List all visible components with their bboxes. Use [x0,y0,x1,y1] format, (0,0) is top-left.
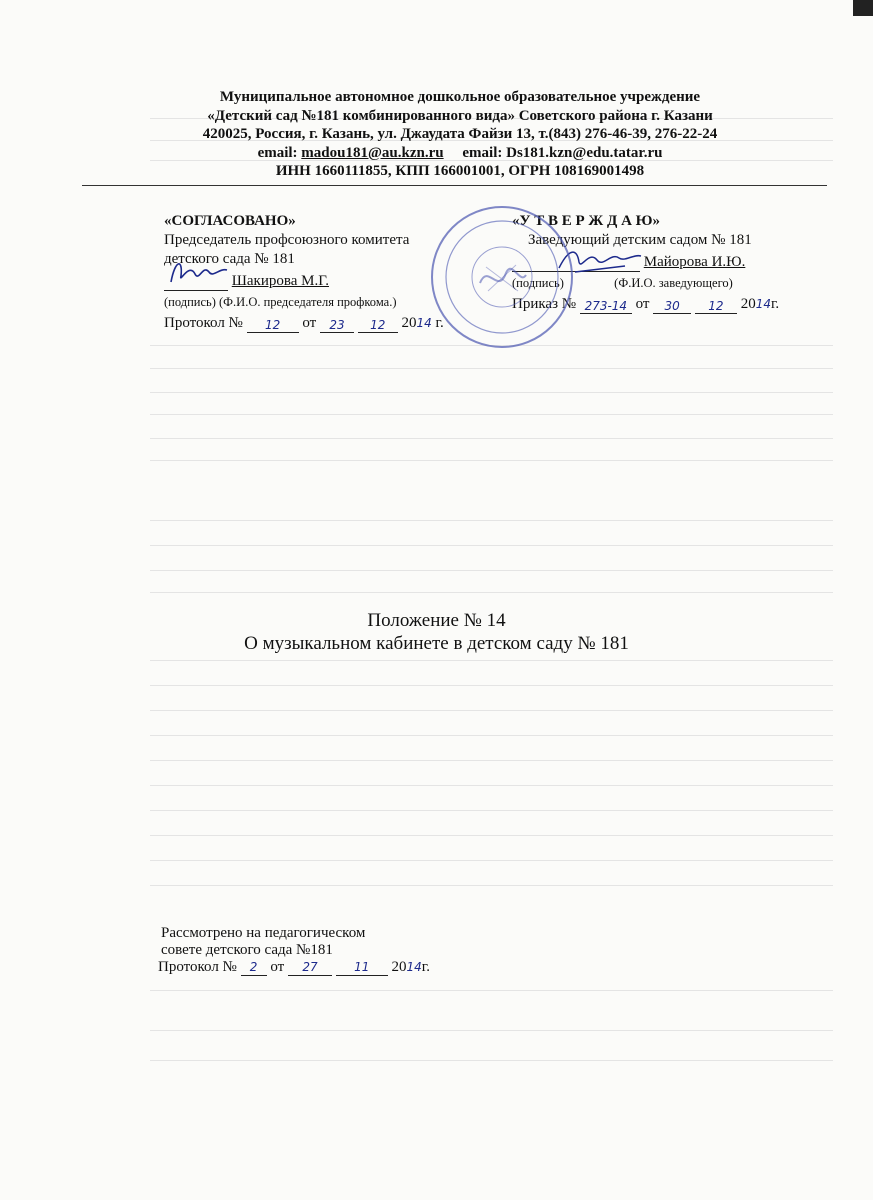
document-number: Положение № 14 [367,610,506,631]
org-header [60,88,860,181]
document-title [0,609,873,655]
approved-order: Приказ № 273-14 от 30 12 2014г. [512,296,780,313]
reviewed-block [158,925,518,976]
approved-role: Заведующий детским садом № 181 [528,232,752,248]
org-requisites: ИНН 1660111855, КПП 166001001, ОГРН 108169001498 [275,163,645,179]
signature-shakirova [165,254,235,290]
agreed-name: Шакирова М.Г. [231,273,329,289]
agreed-caption: (подпись) (Ф.И.О. председателя профкома.) [164,295,397,309]
agreed-role: Председатель профсоюзного комитета [164,232,410,248]
org-name: Муниципальное автономное дошкольное образовательное учреждение [219,89,701,105]
org-full-name: «Детский сад №181 комбинированного вида» Советского района г. Казани [207,107,713,124]
agreed-org: детского сада № 181 [164,251,295,267]
org-address: 420025, Россия, г. Казань, ул. Джаудата Файзи 13, т.(843) 276-46-39, 276-22-24 [202,126,718,142]
stamp-seal-icon [428,203,576,351]
email-link-2[interactable]: Ds181.kzn@edu.tatar.ru [506,144,663,161]
reviewed-line-2: совете детского сада №181 [161,942,333,958]
header-divider [82,185,827,186]
approved-name: Майорова И.Ю. [643,254,746,270]
reviewed-protocol: Протокол № 2 от 27 11 2014г. [158,959,430,975]
approved-heading: «У Т В Е Р Ж Д А Ю» [512,213,661,229]
approved-caption: (подпись) (Ф.И.О. заведующего) [512,276,733,290]
org-emails: email: madou181@au.kzn.ru email: Ds181.kzn@edu.tatar.ru [257,144,663,161]
email-link-1[interactable]: madou181@au.kzn.ru [301,144,444,161]
document-subject: О музыкальном кабинете в детском саду № 181 [244,633,629,654]
reviewed-line-1: Рассмотрено на педагогическом [161,925,366,941]
agreed-protocol: Протокол № 12 от 23 12 2014 г. [164,315,444,332]
scan-corner-mark [853,0,873,16]
agreed-heading: «СОГЛАСОВАНО» [164,213,296,229]
